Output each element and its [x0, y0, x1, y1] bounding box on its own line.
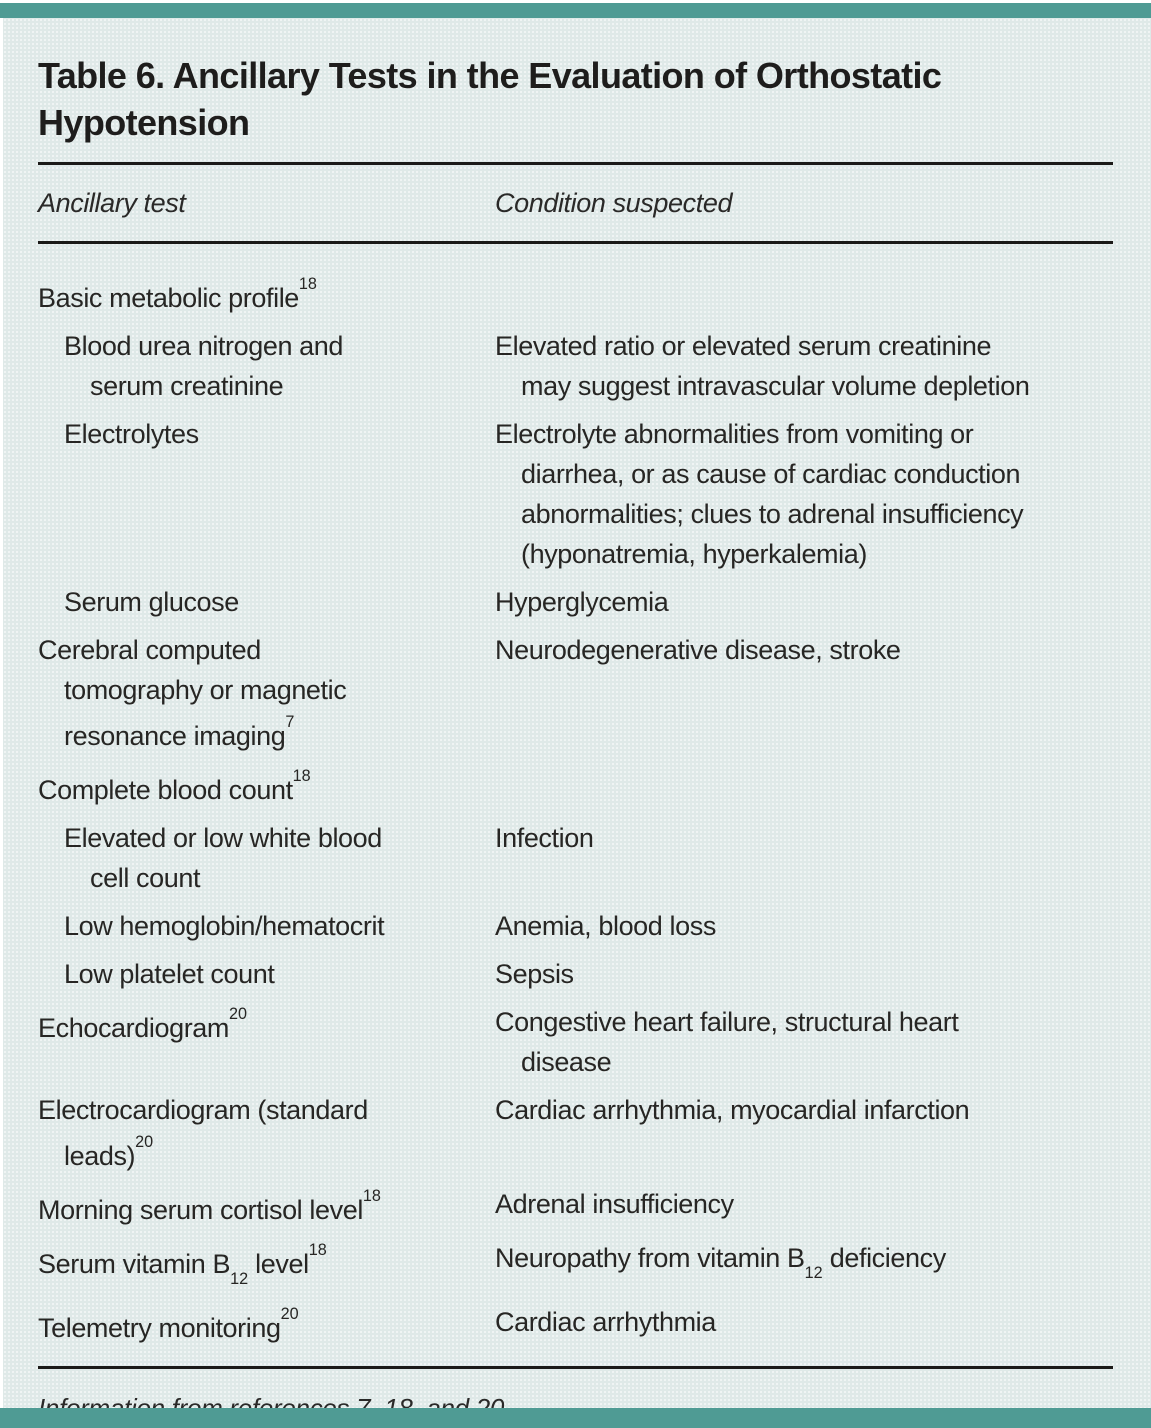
reference-superscript: 18: [292, 766, 311, 785]
text-line: resonance imaging$^7$: [64, 712, 295, 751]
text-line: Elevated or low white blood: [64, 823, 382, 853]
text-line: Low hemoglobin/hematocrit: [64, 911, 385, 941]
text-line: Serum vitamin $B_{12}$ level$^{18}$: [38, 1240, 327, 1289]
table-row: [38, 272, 1113, 318]
text-line: Electrolyte abnormalities from vomiting or: [495, 419, 974, 449]
reference-superscript: 18: [308, 1240, 327, 1259]
text-line: may suggest intravascular volume depletion: [521, 371, 1030, 401]
ancillary-test-cell: [38, 1302, 495, 1348]
table-row: [38, 764, 1113, 810]
ancillary-test-cell: [38, 582, 495, 622]
table-row: [38, 1184, 1113, 1230]
text-line: Anemia, blood loss: [495, 911, 716, 941]
reference-superscript: 20: [135, 1132, 154, 1151]
condition-suspected-cell: [495, 1184, 1113, 1230]
rule-above-footer: [38, 1366, 1113, 1369]
text-line: (hyponatremia, hyperkalemia): [521, 539, 867, 569]
table-title: Table 6. Ancillary Tests in the Evaluation of Orthostatic Hypotension: [38, 55, 942, 143]
condition-suspected-cell: [495, 818, 1113, 898]
text-line: Echocardiogram$^{20}$: [38, 1004, 248, 1043]
text-line: Cardiac arrhythmia: [495, 1307, 716, 1338]
text-line: Electrocardiogram (standard: [38, 1095, 368, 1125]
ancillary-test-cell: [38, 764, 495, 810]
table-row: [38, 1090, 1113, 1176]
table-row: [38, 1238, 1113, 1294]
chemical-subscript: 12: [804, 1264, 823, 1283]
text-line: serum creatinine: [90, 371, 284, 401]
table-row: [38, 414, 1113, 574]
ancillary-test-cell: [38, 818, 495, 898]
ancillary-test-cell: [38, 414, 495, 574]
ancillary-test-cell: [38, 1002, 495, 1082]
table-row: [38, 1002, 1113, 1082]
table-row: [38, 582, 1113, 622]
condition-suspected-cell: [495, 630, 1113, 756]
text-line: Congestive heart failure, structural heart: [495, 1007, 959, 1037]
text-line: Cerebral computed: [38, 635, 261, 665]
reference-superscript: 18: [362, 1186, 381, 1205]
condition-suspected-cell: [495, 1238, 1113, 1294]
ancillary-test-cell: [38, 272, 495, 318]
table-row: [38, 1302, 1113, 1348]
condition-suspected-cell: [495, 764, 1113, 810]
top-accent-bar: [0, 3, 1151, 18]
reference-superscript: 18: [298, 274, 317, 293]
text-line: abnormalities; clues to adrenal insufficiency: [521, 499, 1024, 529]
condition-suspected-cell: [495, 326, 1113, 406]
text-line: Electrolytes: [64, 419, 199, 449]
table-row: [38, 630, 1113, 756]
reference-superscript: 20: [229, 1004, 248, 1023]
text-line: Serum glucose: [64, 587, 239, 617]
text-line: Basic metabolic profile$^{18}$: [38, 274, 317, 313]
text-line: cell count: [90, 863, 201, 893]
text-line: disease: [521, 1047, 612, 1077]
text-line: diarrhea, or as cause of cardiac conduction: [521, 459, 1021, 489]
text-line: leads)$^{20}$: [64, 1132, 154, 1171]
reference-superscript: 7: [285, 712, 295, 731]
text-line: Sepsis: [495, 959, 574, 989]
text-line: Blood urea nitrogen and: [64, 331, 344, 361]
ancillary-test-cell: [38, 1238, 495, 1294]
condition-suspected-cell: [495, 272, 1113, 318]
text-line: Telemetry monitoring$^{20}$: [38, 1305, 299, 1344]
text-line: Low platelet count: [64, 959, 275, 989]
table-row: [38, 818, 1113, 898]
ancillary-test-cell: [38, 906, 495, 946]
table-header-row: [38, 165, 1113, 241]
text-line: Cardiac arrhythmia, myocardial infarction: [495, 1095, 970, 1125]
ancillary-test-cell: [38, 1184, 495, 1230]
table-row: [38, 906, 1113, 946]
table-row: [38, 954, 1113, 994]
text-line: Neurodegenerative disease, stroke: [495, 635, 901, 665]
condition-suspected-cell: [495, 1302, 1113, 1348]
ancillary-test-cell: [38, 954, 495, 994]
table-body: [38, 244, 1113, 1348]
condition-suspected-cell: [495, 954, 1113, 994]
text-line: tomography or magnetic: [64, 675, 347, 705]
chemical-subscript: 12: [230, 1270, 249, 1289]
ancillary-test-cell: [38, 1090, 495, 1176]
ancillary-test-cell: [38, 326, 495, 406]
condition-suspected-cell: [495, 1002, 1113, 1082]
text-line: Neuropathy from vitamin $B_{12}$ deficiency: [495, 1243, 946, 1283]
condition-suspected-cell: [495, 414, 1113, 574]
text-line: Adrenal insufficiency: [495, 1189, 734, 1219]
bottom-accent-bar: [0, 1408, 1151, 1428]
text-line: Infection: [495, 823, 594, 853]
text-line: Elevated ratio or elevated serum creatinine: [495, 331, 992, 361]
ancillary-test-cell: [38, 630, 495, 756]
text-line: Morning serum cortisol level$^{18}$: [38, 1186, 381, 1225]
table-content: [3, 18, 1151, 1408]
column-header-condition-suspected: Condition suspected: [495, 188, 733, 218]
text-line: Complete blood count$^{18}$: [38, 766, 311, 805]
text-line: Hyperglycemia: [495, 587, 669, 617]
table-row: [38, 326, 1113, 406]
condition-suspected-cell: [495, 906, 1113, 946]
condition-suspected-cell: [495, 582, 1113, 622]
column-header-ancillary-test: Ancillary test: [38, 188, 186, 218]
reference-superscript: 20: [280, 1305, 299, 1324]
condition-suspected-cell: [495, 1090, 1113, 1176]
